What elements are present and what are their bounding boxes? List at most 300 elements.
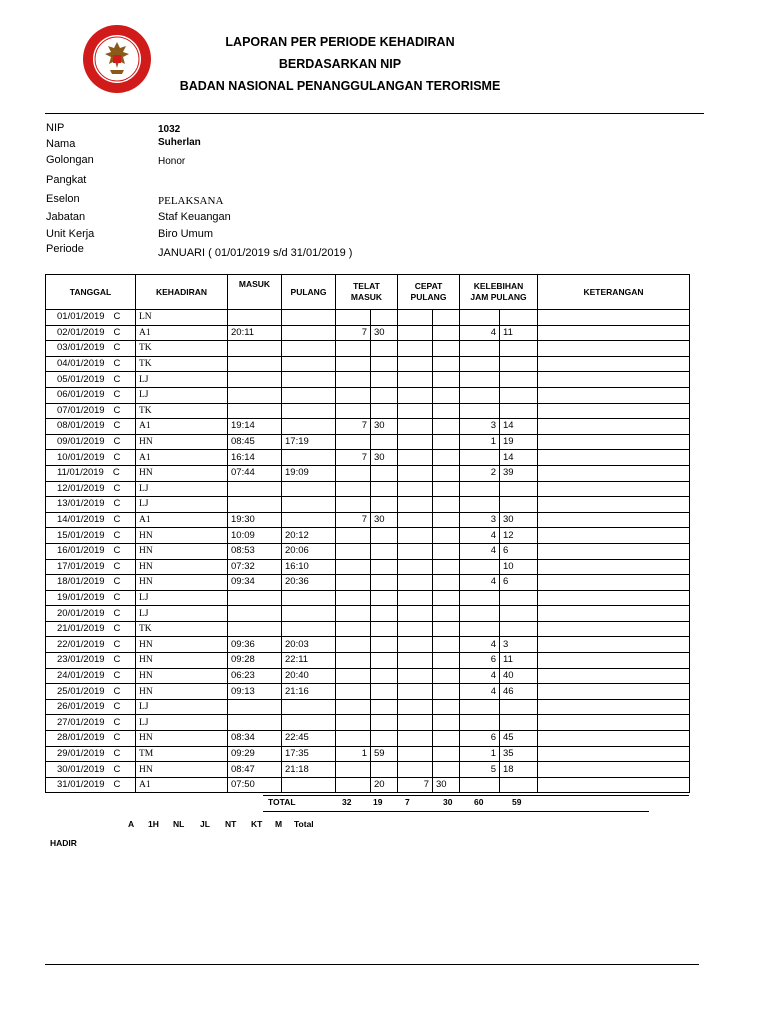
cell-pulang — [282, 590, 336, 606]
cell-masuk: 09:29 — [228, 746, 282, 762]
cell-lebih-jam: 6 — [460, 731, 500, 747]
table-row — [46, 699, 690, 715]
cell-telat-jam — [336, 356, 371, 372]
cell-telat-menit — [371, 715, 398, 731]
cell-telat-menit: 30 — [371, 419, 398, 435]
cell-telat-menit — [371, 606, 398, 622]
cell-masuk: 09:13 — [228, 684, 282, 700]
cell-lebih-jam: 4 — [460, 543, 500, 559]
cell-cepat-menit: 30 — [433, 777, 460, 793]
cell-lebih-jam — [460, 403, 500, 419]
cell-keterangan — [538, 497, 690, 513]
cell-telat-jam — [336, 481, 371, 497]
cell-cepat-jam — [398, 512, 433, 528]
cell-lebih-jam: 4 — [460, 575, 500, 591]
cell-masuk: 08:53 — [228, 543, 282, 559]
jabatan-value: Staf Keuangan — [158, 211, 231, 223]
cell-kehadiran: TK — [136, 621, 228, 637]
cell-lebih-menit: 46 — [500, 684, 538, 700]
cell-lebih-jam — [460, 497, 500, 513]
eselon-value: PELAKSANA — [158, 195, 224, 207]
cell-telat-menit — [371, 434, 398, 450]
cell-lebih-menit: 11 — [500, 325, 538, 341]
cell-lebih-jam: 4 — [460, 684, 500, 700]
cell-masuk — [228, 372, 282, 388]
cell-telat-menit — [371, 528, 398, 544]
cell-keterangan — [538, 387, 690, 403]
cell-telat-jam — [336, 528, 371, 544]
cell-cepat-menit — [433, 543, 460, 559]
cell-masuk: 20:11 — [228, 325, 282, 341]
cell-cepat-menit — [433, 699, 460, 715]
cell-kehadiran: A1 — [136, 419, 228, 435]
cell-masuk: 19:14 — [228, 419, 282, 435]
cell-keterangan — [538, 372, 690, 388]
col-keterangan: KETERANGAN — [538, 275, 690, 310]
cell-tanggal: 16/01/2019 C — [46, 543, 136, 559]
cell-keterangan — [538, 325, 690, 341]
cell-telat-menit: 59 — [371, 746, 398, 762]
cell-masuk: 09:28 — [228, 653, 282, 669]
cell-lebih-menit: 6 — [500, 575, 538, 591]
cell-kehadiran: LJ — [136, 497, 228, 513]
cell-telat-menit — [371, 372, 398, 388]
cell-telat-menit — [371, 481, 398, 497]
cell-telat-jam — [336, 341, 371, 357]
cell-cepat-jam — [398, 590, 433, 606]
cell-keterangan — [538, 465, 690, 481]
cell-masuk — [228, 356, 282, 372]
cell-tanggal: 08/01/2019 C — [46, 419, 136, 435]
cell-lebih-menit — [500, 387, 538, 403]
cell-keterangan — [538, 606, 690, 622]
pangkat-label: Pangkat — [46, 174, 87, 186]
cell-pulang: 19:09 — [282, 465, 336, 481]
cell-cepat-menit — [433, 387, 460, 403]
cell-cepat-menit — [433, 559, 460, 575]
cell-telat-jam — [336, 715, 371, 731]
cell-tanggal: 14/01/2019 C — [46, 512, 136, 528]
cell-keterangan — [538, 762, 690, 778]
cell-telat-menit — [371, 559, 398, 575]
cell-cepat-menit — [433, 512, 460, 528]
golongan-label: Golongan — [46, 154, 94, 166]
table-row — [46, 512, 690, 528]
cell-telat-jam — [336, 621, 371, 637]
cell-cepat-jam — [398, 356, 433, 372]
cell-pulang — [282, 715, 336, 731]
cell-telat-jam — [336, 684, 371, 700]
legend-hadir: HADIR — [50, 838, 77, 848]
legend-m: M — [275, 819, 283, 829]
cell-telat-menit: 30 — [371, 450, 398, 466]
cell-cepat-menit — [433, 372, 460, 388]
cell-cepat-menit — [433, 762, 460, 778]
cell-lebih-menit: 3 — [500, 637, 538, 653]
cell-cepat-jam — [398, 762, 433, 778]
cell-lebih-menit: 14 — [500, 450, 538, 466]
cell-telat-menit — [371, 356, 398, 372]
cell-pulang: 20:12 — [282, 528, 336, 544]
cell-telat-menit — [371, 543, 398, 559]
cell-pulang: 20:36 — [282, 575, 336, 591]
cell-pulang — [282, 621, 336, 637]
cell-masuk — [228, 699, 282, 715]
cell-telat-menit: 20 — [371, 777, 398, 793]
table-row — [46, 606, 690, 622]
cell-lebih-jam — [460, 387, 500, 403]
col-telat-masuk: TELAT MASUK — [336, 275, 398, 310]
col-kelebihan: KELEBIHAN JAM PULANG — [460, 275, 538, 310]
cell-cepat-jam — [398, 310, 433, 326]
cell-telat-jam — [336, 637, 371, 653]
cell-pulang — [282, 699, 336, 715]
cell-lebih-jam: 2 — [460, 465, 500, 481]
cell-keterangan — [538, 715, 690, 731]
cell-lebih-jam — [460, 481, 500, 497]
cell-masuk: 07:44 — [228, 465, 282, 481]
cell-lebih-jam — [460, 590, 500, 606]
cell-keterangan — [538, 356, 690, 372]
cell-lebih-menit — [500, 606, 538, 622]
cell-lebih-menit: 19 — [500, 434, 538, 450]
cell-kehadiran: TK — [136, 403, 228, 419]
cell-cepat-menit — [433, 606, 460, 622]
cell-lebih-jam — [460, 372, 500, 388]
cell-cepat-menit — [433, 731, 460, 747]
cell-kehadiran: A1 — [136, 512, 228, 528]
table-header-row — [46, 275, 690, 310]
cell-cepat-jam — [398, 465, 433, 481]
table-row — [46, 543, 690, 559]
header-divider — [45, 113, 704, 114]
cell-keterangan — [538, 575, 690, 591]
cell-lebih-menit — [500, 715, 538, 731]
table-row — [46, 575, 690, 591]
table-row — [46, 497, 690, 513]
cell-kehadiran: HN — [136, 434, 228, 450]
cell-pulang: 21:18 — [282, 762, 336, 778]
cell-tanggal: 21/01/2019 C — [46, 621, 136, 637]
table-row — [46, 450, 690, 466]
cell-cepat-menit — [433, 419, 460, 435]
cell-telat-jam — [336, 731, 371, 747]
cell-tanggal: 23/01/2019 C — [46, 653, 136, 669]
table-row — [46, 434, 690, 450]
cell-cepat-jam — [398, 341, 433, 357]
cell-kehadiran: LJ — [136, 372, 228, 388]
cell-cepat-menit — [433, 497, 460, 513]
legend-jl: JL — [200, 819, 210, 829]
cell-telat-menit — [371, 341, 398, 357]
cell-cepat-jam — [398, 715, 433, 731]
cell-lebih-menit: 30 — [500, 512, 538, 528]
table-row — [46, 372, 690, 388]
cell-lebih-menit: 14 — [500, 419, 538, 435]
cell-lebih-jam — [460, 450, 500, 466]
cell-masuk — [228, 310, 282, 326]
legend-nt: NT — [225, 819, 237, 829]
cell-kehadiran: HN — [136, 653, 228, 669]
cell-masuk — [228, 387, 282, 403]
cell-telat-menit — [371, 637, 398, 653]
cell-tanggal: 11/01/2019 C — [46, 465, 136, 481]
cell-masuk: 06:23 — [228, 668, 282, 684]
cell-keterangan — [538, 653, 690, 669]
cell-telat-menit — [371, 575, 398, 591]
jabatan-label: Jabatan — [46, 211, 86, 223]
cell-cepat-menit — [433, 434, 460, 450]
cell-kehadiran: HN — [136, 575, 228, 591]
table-row — [46, 465, 690, 481]
cell-masuk: 19:30 — [228, 512, 282, 528]
cell-kehadiran: HN — [136, 731, 228, 747]
cell-cepat-menit — [433, 465, 460, 481]
cell-tanggal: 09/01/2019 C — [46, 434, 136, 450]
nama-value: Suherlan — [158, 137, 201, 148]
cell-pulang — [282, 403, 336, 419]
cell-kehadiran: HN — [136, 465, 228, 481]
legend-total: Total — [294, 819, 314, 829]
cell-keterangan — [538, 403, 690, 419]
table-row — [46, 684, 690, 700]
footer-divider — [45, 964, 699, 965]
cell-lebih-menit — [500, 481, 538, 497]
cell-masuk — [228, 715, 282, 731]
cell-keterangan — [538, 419, 690, 435]
cell-cepat-jam — [398, 450, 433, 466]
cell-keterangan — [538, 341, 690, 357]
cell-lebih-jam — [460, 699, 500, 715]
cell-kehadiran: LJ — [136, 715, 228, 731]
cell-cepat-jam — [398, 419, 433, 435]
cell-telat-menit — [371, 731, 398, 747]
cell-masuk — [228, 590, 282, 606]
cell-cepat-jam — [398, 559, 433, 575]
cell-telat-jam — [336, 699, 371, 715]
cell-telat-jam — [336, 575, 371, 591]
cell-telat-jam — [336, 559, 371, 575]
cell-lebih-jam — [460, 310, 500, 326]
cell-masuk: 08:34 — [228, 731, 282, 747]
cell-telat-jam — [336, 777, 371, 793]
cell-keterangan — [538, 668, 690, 684]
cell-lebih-menit — [500, 310, 538, 326]
cell-lebih-jam — [460, 621, 500, 637]
cell-cepat-menit — [433, 621, 460, 637]
table-row — [46, 762, 690, 778]
table-row — [46, 403, 690, 419]
table-row — [46, 341, 690, 357]
cell-telat-menit — [371, 590, 398, 606]
cell-cepat-menit — [433, 341, 460, 357]
periode-label: Periode — [46, 243, 84, 255]
col-tanggal: TANGGAL — [46, 275, 136, 310]
cell-keterangan — [538, 310, 690, 326]
cell-cepat-menit — [433, 356, 460, 372]
table-row — [46, 481, 690, 497]
cell-lebih-menit: 12 — [500, 528, 538, 544]
cell-kehadiran: HN — [136, 637, 228, 653]
cell-telat-jam — [336, 403, 371, 419]
cell-telat-jam — [336, 653, 371, 669]
table-row — [46, 559, 690, 575]
table-row — [46, 668, 690, 684]
cell-cepat-menit — [433, 684, 460, 700]
cell-tanggal: 19/01/2019 C — [46, 590, 136, 606]
cell-cepat-jam — [398, 481, 433, 497]
table-row — [46, 777, 690, 793]
cell-tanggal: 25/01/2019 C — [46, 684, 136, 700]
cell-masuk — [228, 481, 282, 497]
cell-lebih-menit: 6 — [500, 543, 538, 559]
table-row — [46, 356, 690, 372]
cell-keterangan — [538, 637, 690, 653]
cell-cepat-jam — [398, 668, 433, 684]
cell-cepat-menit — [433, 528, 460, 544]
cell-telat-jam — [336, 606, 371, 622]
cell-tanggal: 28/01/2019 C — [46, 731, 136, 747]
cell-pulang: 22:11 — [282, 653, 336, 669]
total-v6: 59 — [512, 797, 522, 807]
cell-telat-jam: 7 — [336, 325, 371, 341]
cell-lebih-jam — [460, 341, 500, 357]
table-row — [46, 746, 690, 762]
cell-pulang — [282, 512, 336, 528]
cell-telat-jam — [336, 497, 371, 513]
total-v3: 7 — [405, 797, 410, 807]
cell-masuk: 09:34 — [228, 575, 282, 591]
cell-cepat-menit — [433, 653, 460, 669]
cell-lebih-menit: 10 — [500, 559, 538, 575]
cell-cepat-menit — [433, 325, 460, 341]
cell-kehadiran: HN — [136, 528, 228, 544]
cell-tanggal: 31/01/2019 C — [46, 777, 136, 793]
cell-lebih-menit — [500, 341, 538, 357]
cell-pulang — [282, 325, 336, 341]
report-subtitle: BERDASARKAN NIP — [278, 57, 402, 71]
cell-pulang — [282, 341, 336, 357]
cell-lebih-menit — [500, 372, 538, 388]
cell-masuk: 16:14 — [228, 450, 282, 466]
cell-lebih-menit: 18 — [500, 762, 538, 778]
cell-kehadiran: A1 — [136, 777, 228, 793]
cell-cepat-jam — [398, 606, 433, 622]
cell-tanggal: 12/01/2019 C — [46, 481, 136, 497]
cell-masuk: 08:47 — [228, 762, 282, 778]
cell-masuk — [228, 621, 282, 637]
cell-lebih-menit — [500, 356, 538, 372]
cell-cepat-menit — [433, 668, 460, 684]
cell-kehadiran: LJ — [136, 606, 228, 622]
cell-tanggal: 26/01/2019 C — [46, 699, 136, 715]
cell-cepat-jam — [398, 746, 433, 762]
cell-kehadiran: HN — [136, 762, 228, 778]
cell-kehadiran: HN — [136, 543, 228, 559]
cell-telat-jam — [336, 372, 371, 388]
cell-lebih-jam: 6 — [460, 653, 500, 669]
eselon-label: Eselon — [46, 193, 80, 205]
cell-lebih-jam: 4 — [460, 668, 500, 684]
cell-lebih-menit — [500, 590, 538, 606]
table-row — [46, 419, 690, 435]
cell-pulang: 16:10 — [282, 559, 336, 575]
cell-cepat-menit — [433, 450, 460, 466]
cell-telat-menit — [371, 699, 398, 715]
cell-cepat-menit — [433, 481, 460, 497]
cell-cepat-jam — [398, 528, 433, 544]
cell-tanggal: 07/01/2019 C — [46, 403, 136, 419]
cell-cepat-menit — [433, 590, 460, 606]
nama-label: Nama — [46, 138, 76, 150]
cell-telat-jam — [336, 434, 371, 450]
cell-kehadiran: LJ — [136, 590, 228, 606]
cell-cepat-jam — [398, 497, 433, 513]
table-row — [46, 653, 690, 669]
cell-cepat-jam — [398, 575, 433, 591]
total-v5: 60 — [474, 797, 484, 807]
cell-lebih-jam: 3 — [460, 512, 500, 528]
cell-pulang — [282, 387, 336, 403]
cell-pulang — [282, 481, 336, 497]
unit-value: Biro Umum — [158, 228, 214, 240]
report-title: LAPORAN PER PERIODE KEHADIRAN — [225, 35, 455, 49]
cell-keterangan — [538, 746, 690, 762]
cell-telat-menit — [371, 465, 398, 481]
cell-tanggal: 05/01/2019 C — [46, 372, 136, 388]
golongan-value: Honor — [158, 156, 186, 167]
cell-masuk: 10:09 — [228, 528, 282, 544]
cell-cepat-menit — [433, 746, 460, 762]
cell-keterangan — [538, 434, 690, 450]
cell-pulang — [282, 777, 336, 793]
cell-pulang: 21:16 — [282, 684, 336, 700]
cell-pulang — [282, 310, 336, 326]
legend-nl: NL — [173, 819, 185, 829]
cell-pulang: 17:19 — [282, 434, 336, 450]
cell-tanggal: 27/01/2019 C — [46, 715, 136, 731]
cell-pulang — [282, 497, 336, 513]
cell-telat-jam — [336, 465, 371, 481]
cell-cepat-jam — [398, 731, 433, 747]
cell-lebih-jam — [460, 606, 500, 622]
cell-tanggal: 29/01/2019 C — [46, 746, 136, 762]
cell-telat-jam — [336, 668, 371, 684]
cell-lebih-menit: 45 — [500, 731, 538, 747]
cell-keterangan — [538, 512, 690, 528]
cell-cepat-jam — [398, 653, 433, 669]
cell-pulang — [282, 419, 336, 435]
cell-pulang — [282, 356, 336, 372]
cell-telat-menit — [371, 310, 398, 326]
total-v1: 32 — [342, 797, 352, 807]
cell-pulang: 20:06 — [282, 543, 336, 559]
cell-masuk: 07:32 — [228, 559, 282, 575]
cell-cepat-menit — [433, 310, 460, 326]
total-underline — [263, 811, 649, 812]
cell-kehadiran: TM — [136, 746, 228, 762]
cell-keterangan — [538, 731, 690, 747]
table-row — [46, 310, 690, 326]
cell-tanggal: 13/01/2019 C — [46, 497, 136, 513]
cell-cepat-jam — [398, 699, 433, 715]
legend-kt: KT — [251, 819, 263, 829]
cell-tanggal: 22/01/2019 C — [46, 637, 136, 653]
cell-masuk — [228, 497, 282, 513]
cell-tanggal: 15/01/2019 C — [46, 528, 136, 544]
cell-masuk: 09:36 — [228, 637, 282, 653]
cell-lebih-jam: 3 — [460, 419, 500, 435]
